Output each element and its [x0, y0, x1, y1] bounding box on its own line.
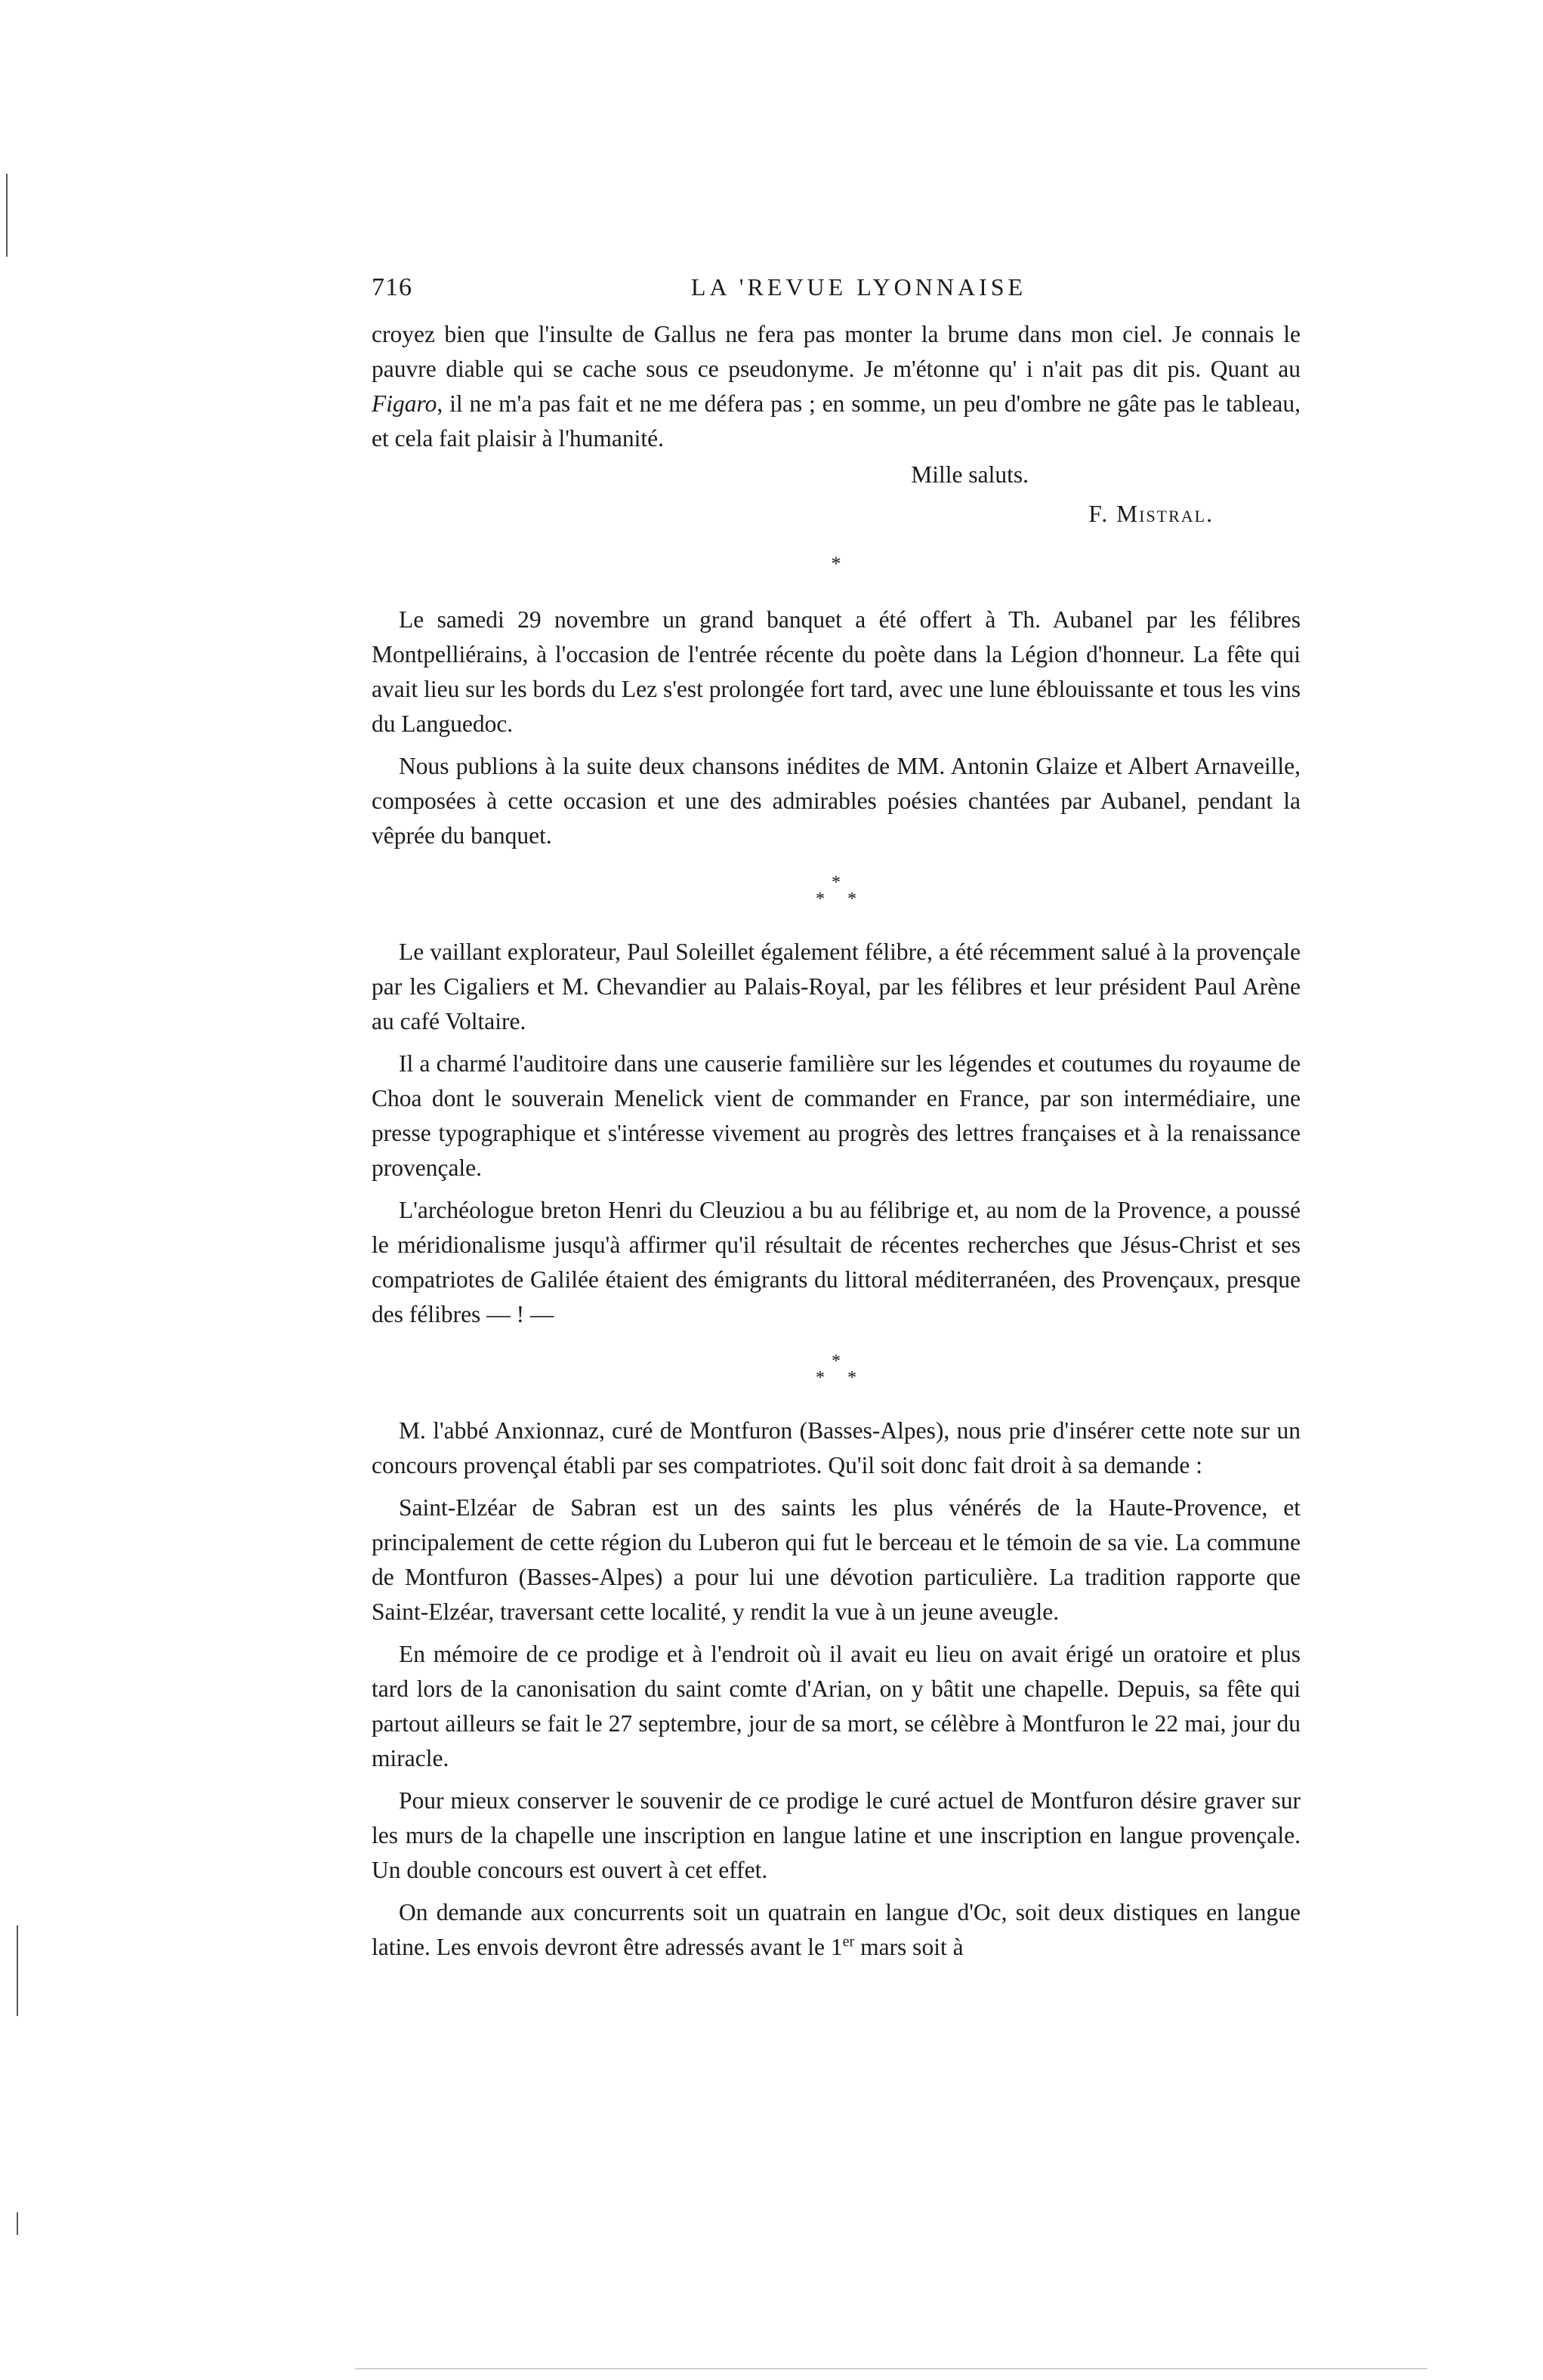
scan-margin-mark — [6, 174, 8, 257]
concours-paragraph-5 — [372, 1895, 1301, 1965]
letter-text-part2: , il ne m'a pas fait et ne me défera pas ; en somme, un peu d'ombre ne gâte pas le tableau, et cela fait plaisir à l'humanité. — [372, 390, 1301, 452]
concours-p5-end: mars soit à — [854, 1934, 964, 1960]
running-title: LA 'REVUE LYONNAISE — [690, 273, 1027, 301]
soleillet-paragraph-3: L'archéologue breton Henri du Cleuziou a bu au félibrige et, au nom de la Provence, a poussé le méridionalisme jusqu'à affirmer qu'il résultait de récentes recherches que Jésus-Christ et ses compatriotes de Galilée étaient des émigrants du littoral méditerranéen, des Provençaux, presque des félibres — ! — — [372, 1197, 1301, 1327]
soleillet-paragraph-2: Il a charmé l'auditoire dans une causerie familière sur les légendes et coutumes du royaume de Choa dont le souverain Menelick vient de commander en France, par son intermédiaire, une presse typographique et s'intéresse vivement au progrès des lettres françaises et à la renaissance provençale. — [372, 1050, 1301, 1181]
asterism-bottom: * * — [816, 1368, 866, 1388]
concours-paragraph-2: Saint-Elzéar de Sabran est un des saints les plus vénérés de la Haute-Provence, et principalement de cette région du Luberon qui fut le berceau et le témoin de sa vie. La commune de Montfuron (Basses-Alpes) a pour lui une dévotion particulière. La tradition rapporte que Saint-Elzéar, traversant cette localité, y rendit la vue à un jeune aveugle. — [372, 1494, 1301, 1625]
letter-paragraph — [372, 317, 1301, 456]
letter-signature — [372, 497, 1301, 532]
scan-margin-mark — [17, 1925, 18, 2016]
main-text — [372, 317, 1301, 1965]
asterism-bottom: * * — [816, 889, 866, 909]
asterism-separator — [372, 874, 1301, 908]
scan-bottom-edge — [355, 2368, 1427, 2369]
banquet-paragraph-2: Nous publions à la suite deux chansons inédites de MM. Antonin Glaize et Albert Arnaveille, composées à cette occasion et une des admirables poésies chantées par Aubanel, pendant la vêprée du banquet. — [372, 753, 1301, 849]
section-separator: * — [831, 553, 841, 575]
signature-rest: istral. — [1139, 501, 1214, 527]
signature-initial: F. M — [1088, 501, 1140, 527]
letter-closing: Mille saluts. — [911, 461, 1029, 488]
ordinal-superscript: er — [842, 1933, 855, 1950]
asterism-separator — [372, 1353, 1301, 1386]
page-number: 716 — [372, 273, 412, 301]
concours-p5-text: On demande aux concurrents soit un quatrain en langue d'Oc, soit deux distiques en langue latine. Les envois devront être adressés avant le 1 — [372, 1899, 1301, 1960]
banquet-paragraph-1: Le samedi 29 novembre un grand banquet a été offert à Th. Aubanel par les félibres Montpelliérains, à l'occasion de l'entrée récente du poète dans la Légion d'honneur. La fête qui avait lieu sur les bords du Lez s'est prolongée fort tard, avec une lune éblouissante et tous les vins du Languedoc. — [372, 606, 1301, 737]
letter-text-italic: Figaro — [372, 390, 437, 417]
asterism-top: * — [832, 1352, 841, 1371]
concours-paragraph-3: En mémoire de ce prodige et à l'endroit où il avait eu lieu on avait érigé un oratoire et plus tard lors de la canonisation du saint comte d'Arian, on y bâtit une chapelle. Depuis, sa fête qui partout ailleurs se fait le 27 septembre, jour de sa mort, se célèbre à Montfuron le 22 mai, jour du miracle. — [372, 1641, 1301, 1771]
asterism-top: * — [832, 873, 841, 892]
soleillet-paragraph-1: Le vaillant explorateur, Paul Soleillet également félibre, a été récemment salué à la provençale par les Cigaliers et M. Chevandier au Palais-Royal, par les félibres et leur président Paul Arène au café Voltaire. — [372, 939, 1301, 1034]
scan-margin-mark — [17, 2212, 18, 2235]
concours-paragraph-1: M. l'abbé Anxionnaz, curé de Montfuron (Basses-Alpes), nous prie d'insérer cette note sur un concours provençal établi par ses compatriotes. Qu'il soit donc fait droit à sa demande : — [372, 1417, 1301, 1478]
running-head — [372, 273, 1301, 310]
letter-text-part1: croyez bien que l'insulte de Gallus ne fera pas monter la brume dans mon ciel. Je connais le pauvre diable qui se cache sous ce pseudonyme. Je m'étonne qu' i n'ait pas dit pis. Quant au — [372, 321, 1301, 382]
concours-paragraph-4: Pour mieux conserver le souvenir de ce prodige le curé actuel de Montfuron désire graver sur les murs de la chapelle une inscription en langue latine et une inscription en langue provençale. Un double concours est ouvert à cet effet. — [372, 1787, 1301, 1883]
